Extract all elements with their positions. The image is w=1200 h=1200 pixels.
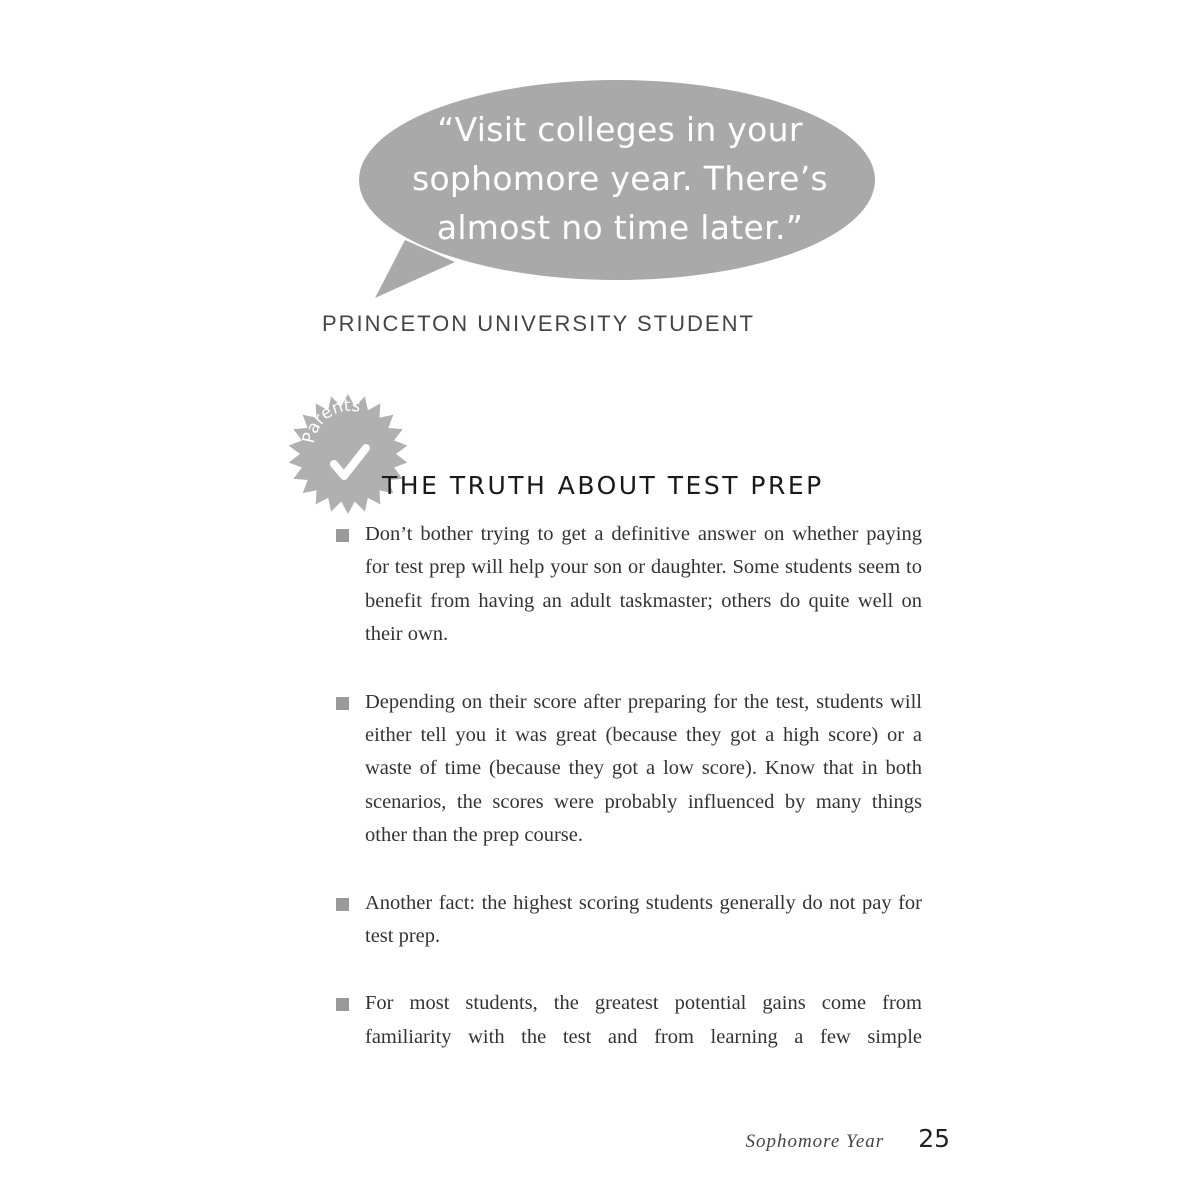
bullet-square-icon xyxy=(336,697,349,710)
bullet-square-icon xyxy=(336,998,349,1011)
page-footer xyxy=(745,1124,950,1153)
badge-label: Parents xyxy=(299,395,362,446)
bullet-square-icon xyxy=(336,529,349,542)
section-heading: THE TRUTH ABOUT TEST PREP xyxy=(382,470,824,500)
page-number: 25 xyxy=(918,1124,950,1153)
bullet-square-icon xyxy=(336,898,349,911)
list-item: For most students, the greatest potential gains come from familiarity with the test and from learning a few simple xyxy=(336,987,922,1054)
running-footer-section: Sophomore Year xyxy=(745,1131,885,1152)
list-item: Depending on their score after preparing for the test, students will either tell you it was great (because they got a high score) or a waste of time (because they got a low score). Know that in both scenarios, the scores were probably influenced by many things other than the prep course. xyxy=(336,686,922,853)
list-item: Don’t bother trying to get a definitive answer on whether paying for test prep will help your son or daughter. Some students seem to benefit from having an adult taskmaster; others do quite well on their own. xyxy=(336,518,922,652)
pull-quote: “Visit colleges in your sophomore year. There’s almost no time later.” xyxy=(411,110,829,247)
bullet-list xyxy=(336,518,922,1088)
quote-attribution: PRINCETON UNIVERSITY STUDENT xyxy=(322,311,755,336)
list-item: Another fact: the highest scoring students generally do not pay for test prep. xyxy=(336,887,922,954)
